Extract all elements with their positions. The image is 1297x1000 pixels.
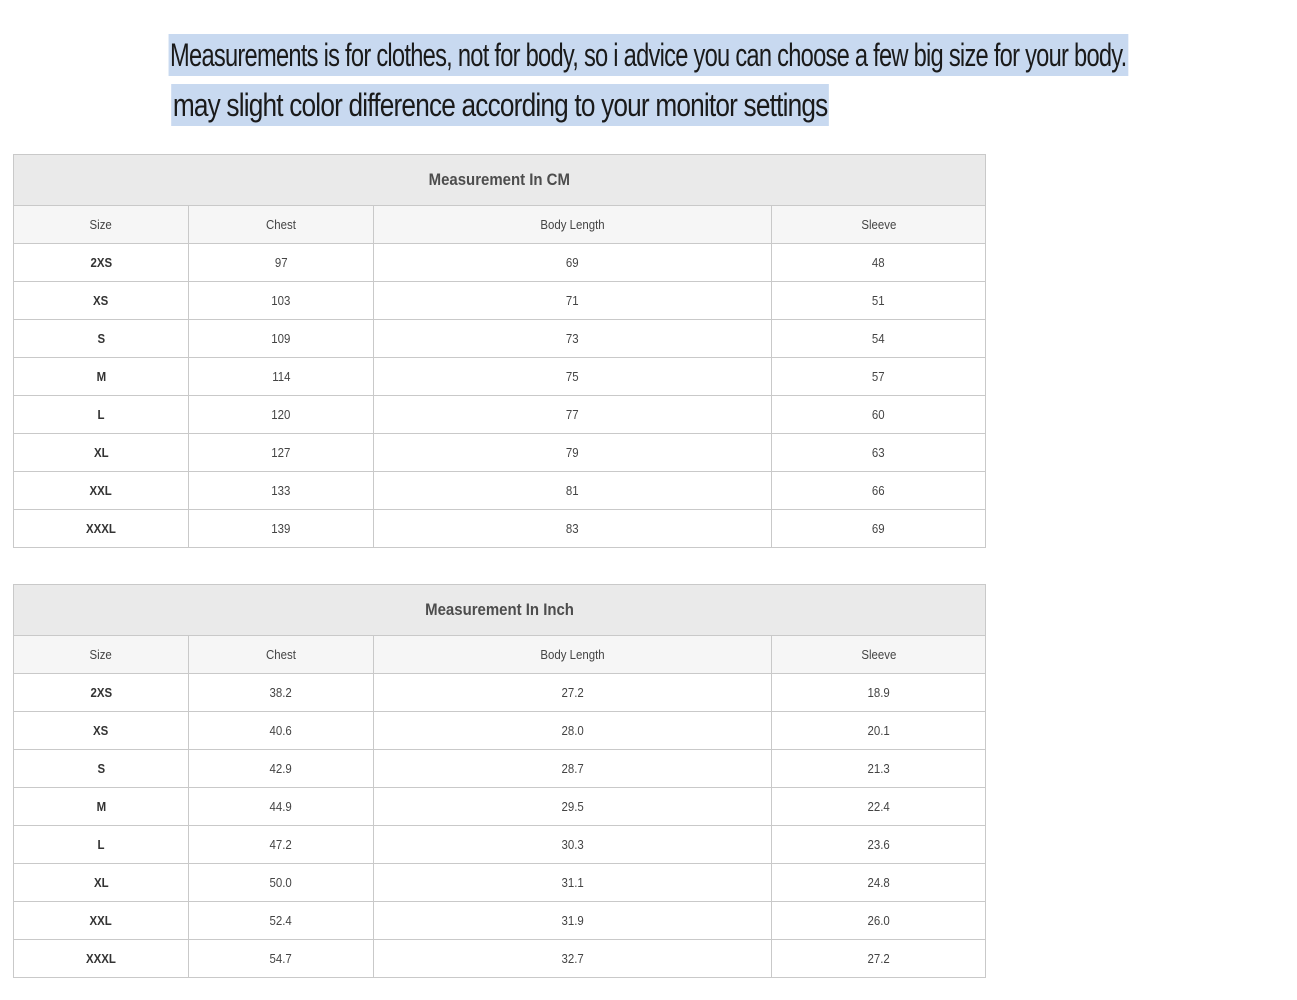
body-length-cell: 69: [374, 244, 772, 282]
chest-cell: 109: [189, 320, 374, 358]
sleeve-cell: 48: [772, 244, 986, 282]
column-header-chest: Chest: [189, 636, 374, 674]
column-header-size: Size: [14, 636, 189, 674]
table-title: Measurement In Inch: [14, 585, 986, 636]
size-cell: XXXL: [14, 940, 189, 978]
body-length-cell: 32.7: [374, 940, 772, 978]
measurement-table-inch: [13, 584, 986, 978]
body-length-cell: 81: [374, 472, 772, 510]
column-header-chest: Chest: [189, 206, 374, 244]
table-body: [14, 244, 986, 548]
chest-cell: 40.6: [189, 712, 374, 750]
body-length-cell: 30.3: [374, 826, 772, 864]
sleeve-cell: 27.2: [772, 940, 986, 978]
sleeve-cell: 69: [772, 510, 986, 548]
size-cell: XL: [14, 864, 189, 902]
sleeve-cell: 21.3: [772, 750, 986, 788]
table-row: [14, 864, 986, 902]
chest-cell: 133: [189, 472, 374, 510]
size-notice: [0, 34, 1127, 134]
column-header-body-length: Body Length: [374, 206, 772, 244]
table-row: [14, 282, 986, 320]
body-length-cell: 27.2: [374, 674, 772, 712]
table-row: [14, 788, 986, 826]
body-length-cell: 28.7: [374, 750, 772, 788]
size-cell: XL: [14, 434, 189, 472]
chest-cell: 139: [189, 510, 374, 548]
table-row: [14, 472, 986, 510]
table-body: [14, 674, 986, 978]
chest-cell: 97: [189, 244, 374, 282]
table-row: [14, 396, 986, 434]
chest-cell: 114: [189, 358, 374, 396]
sleeve-cell: 60: [772, 396, 986, 434]
body-length-cell: 83: [374, 510, 772, 548]
notice-line-color-difference: may slight color difference according to your monitor settings: [171, 84, 829, 126]
body-length-cell: 73: [374, 320, 772, 358]
body-length-cell: 31.1: [374, 864, 772, 902]
chest-cell: 54.7: [189, 940, 374, 978]
sleeve-cell: 26.0: [772, 902, 986, 940]
sleeve-cell: 51: [772, 282, 986, 320]
sleeve-cell: 22.4: [772, 788, 986, 826]
size-cell: XXXL: [14, 510, 189, 548]
size-cell: XS: [14, 282, 189, 320]
sleeve-cell: 66: [772, 472, 986, 510]
table-row: [14, 510, 986, 548]
table-caption-row: [14, 155, 986, 206]
size-cell: XXL: [14, 472, 189, 510]
table-row: [14, 434, 986, 472]
chest-cell: 38.2: [189, 674, 374, 712]
table-title: Measurement In CM: [14, 155, 986, 206]
size-cell: XXL: [14, 902, 189, 940]
body-length-cell: 29.5: [374, 788, 772, 826]
chest-cell: 42.9: [189, 750, 374, 788]
size-cell: L: [14, 826, 189, 864]
notice-line-clothes-measurement: Measurements is for clothes, not for body, so i advice you can choose a few big size for your body.: [169, 34, 1128, 76]
sleeve-cell: 23.6: [772, 826, 986, 864]
column-header-size: Size: [14, 206, 189, 244]
table-row: [14, 750, 986, 788]
size-cell: 2XS: [14, 674, 189, 712]
body-length-cell: 79: [374, 434, 772, 472]
table-caption-row: [14, 585, 986, 636]
sleeve-cell: 57: [772, 358, 986, 396]
sleeve-cell: 54: [772, 320, 986, 358]
table-row: [14, 902, 986, 940]
size-cell: S: [14, 750, 189, 788]
sleeve-cell: 24.8: [772, 864, 986, 902]
table-row: [14, 712, 986, 750]
column-header-sleeve: Sleeve: [772, 206, 986, 244]
table-header-row: [14, 206, 986, 244]
body-length-cell: 28.0: [374, 712, 772, 750]
sleeve-cell: 18.9: [772, 674, 986, 712]
chest-cell: 120: [189, 396, 374, 434]
size-cell: 2XS: [14, 244, 189, 282]
size-cell: M: [14, 788, 189, 826]
chest-cell: 47.2: [189, 826, 374, 864]
body-length-cell: 71: [374, 282, 772, 320]
size-cell: M: [14, 358, 189, 396]
chest-cell: 52.4: [189, 902, 374, 940]
sleeve-cell: 63: [772, 434, 986, 472]
column-header-sleeve: Sleeve: [772, 636, 986, 674]
chest-cell: 127: [189, 434, 374, 472]
table-row: [14, 320, 986, 358]
chest-cell: 103: [189, 282, 374, 320]
measurement-table-cm: [13, 154, 986, 548]
body-length-cell: 75: [374, 358, 772, 396]
size-cell: S: [14, 320, 189, 358]
table-row: [14, 940, 986, 978]
body-length-cell: 31.9: [374, 902, 772, 940]
size-cell: XS: [14, 712, 189, 750]
table-row: [14, 358, 986, 396]
chest-cell: 50.0: [189, 864, 374, 902]
chest-cell: 44.9: [189, 788, 374, 826]
size-cell: L: [14, 396, 189, 434]
table-header-row: [14, 636, 986, 674]
table-row: [14, 674, 986, 712]
table-row: [14, 826, 986, 864]
table-row: [14, 244, 986, 282]
body-length-cell: 77: [374, 396, 772, 434]
sleeve-cell: 20.1: [772, 712, 986, 750]
column-header-body-length: Body Length: [374, 636, 772, 674]
